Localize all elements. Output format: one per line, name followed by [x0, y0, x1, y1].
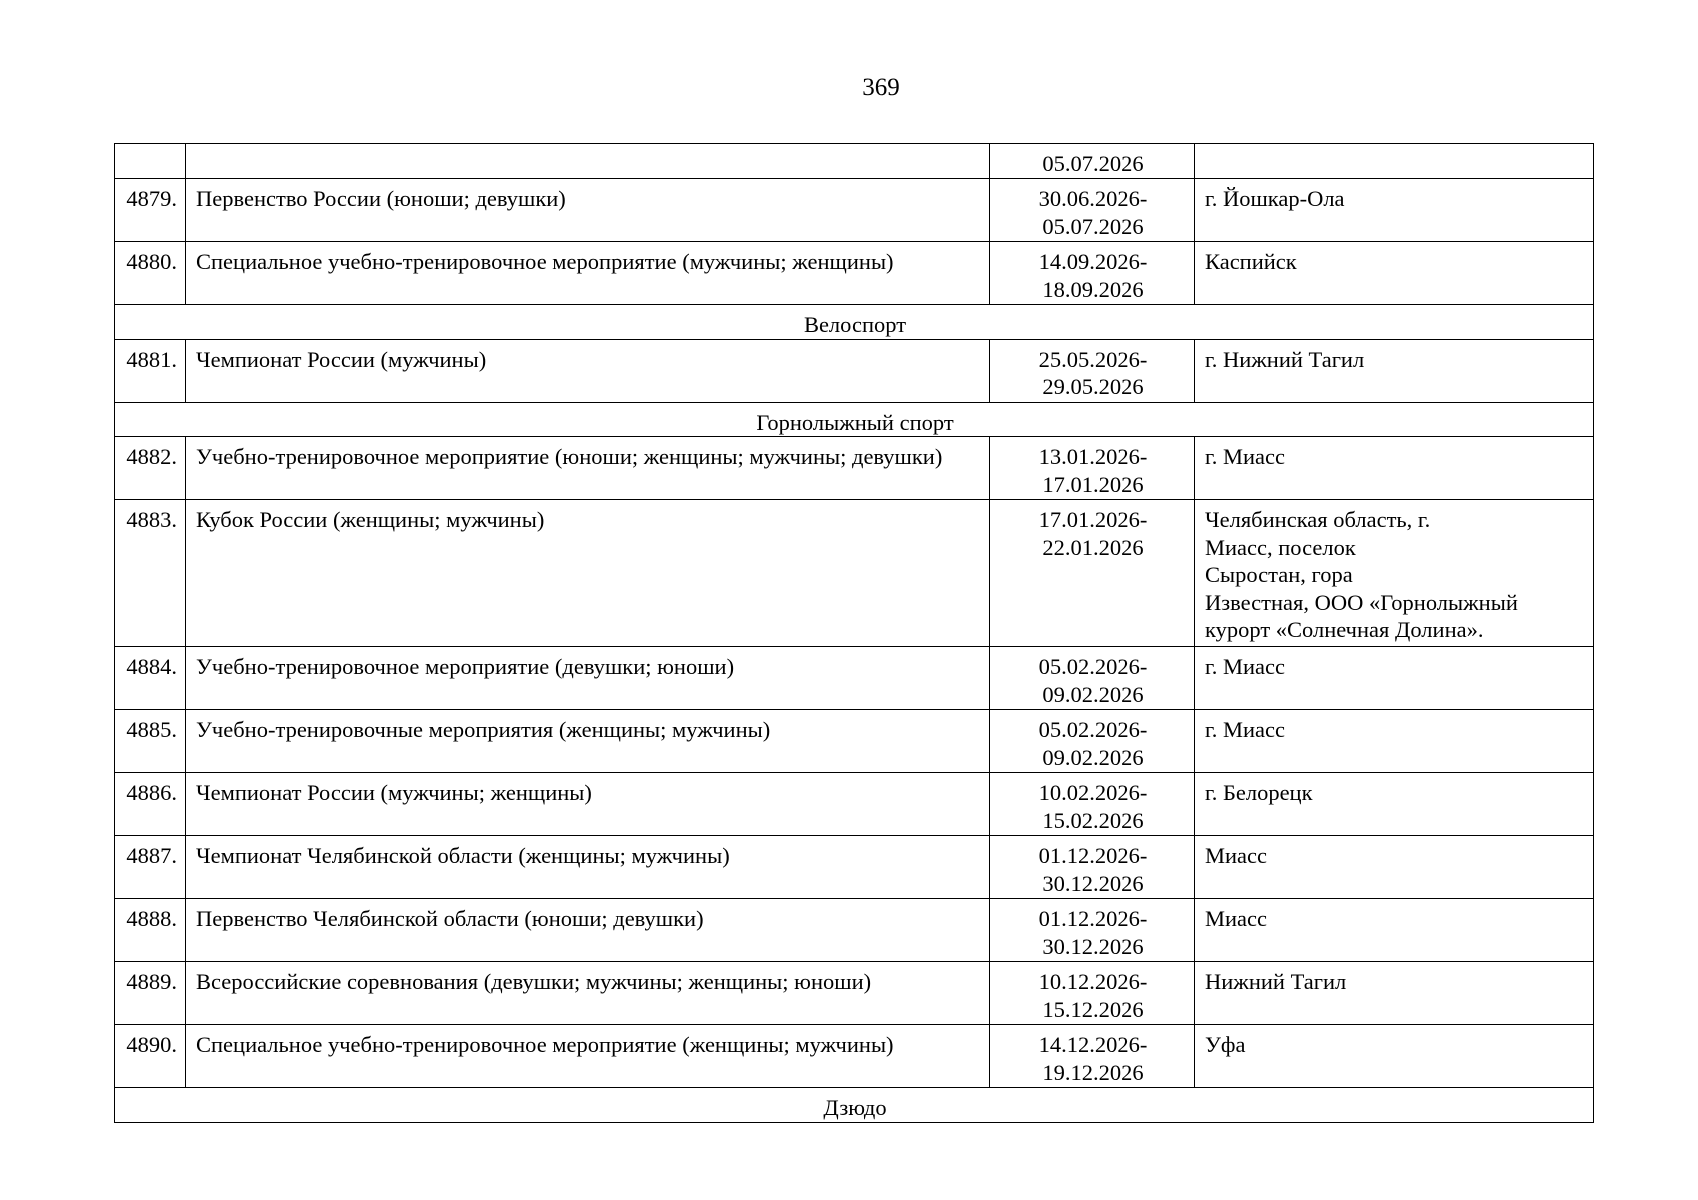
event-place — [1195, 1025, 1594, 1088]
date-start: 05.02.2026- — [1038, 654, 1148, 679]
section-header-row — [115, 402, 1594, 437]
date-start: 13.01.2026- — [1038, 444, 1148, 469]
event-row — [115, 899, 1594, 962]
date-end: 30.12.2026 — [1042, 933, 1144, 959]
place-line: Сыростан, гора — [1205, 562, 1353, 587]
date-end: 22.01.2026 — [1042, 534, 1144, 560]
event-name: Всероссийские соревнования (девушки; мужчины; женщины; юноши) — [186, 962, 990, 1025]
place-line: Каспийск — [1205, 249, 1297, 274]
event-row — [115, 710, 1594, 773]
date-start: 17.01.2026- — [1038, 507, 1148, 532]
event-number: 4885. — [115, 710, 186, 773]
place-line: Миасс, поселок — [1205, 534, 1356, 560]
date-end: 09.02.2026 — [1042, 744, 1144, 770]
event-dates — [990, 836, 1195, 899]
date-end: 18.09.2026 — [1042, 276, 1144, 302]
place-line: г. Белорецк — [1205, 780, 1313, 805]
event-dates — [990, 647, 1195, 710]
page-number: 369 — [862, 74, 900, 101]
event-row — [115, 647, 1594, 710]
place-line: г. Йошкар-Ола — [1205, 186, 1345, 211]
event-dates — [990, 773, 1195, 836]
date-start: 30.06.2026- — [1038, 186, 1148, 211]
event-number: 4888. — [115, 899, 186, 962]
event-name: Чемпионат России (мужчины) — [186, 339, 990, 402]
event-row — [115, 773, 1594, 836]
event-row — [115, 179, 1594, 242]
events-table — [114, 143, 1594, 1123]
section-title: Велоспорт — [115, 305, 1594, 340]
event-number: 4890. — [115, 1025, 186, 1088]
event-dates — [990, 500, 1195, 647]
place-line: Миасс — [1205, 906, 1268, 931]
event-place — [1195, 437, 1594, 500]
event-name: Специальное учебно-тренировочное мероприятие (женщины; мужчины) — [186, 1025, 990, 1088]
event-place — [1195, 179, 1594, 242]
continuation-row — [115, 144, 1594, 179]
event-row — [115, 500, 1594, 647]
event-name: Учебно-тренировочные мероприятия (женщины; мужчины) — [186, 710, 990, 773]
event-row — [115, 339, 1594, 402]
section-header-row — [115, 1088, 1594, 1123]
event-number: 4880. — [115, 242, 186, 305]
event-dates — [990, 1025, 1195, 1088]
event-dates — [990, 339, 1195, 402]
event-row — [115, 962, 1594, 1025]
event-dates — [990, 144, 1195, 179]
event-place — [1195, 899, 1594, 962]
event-place — [1195, 773, 1594, 836]
event-number: 4882. — [115, 437, 186, 500]
event-place — [1195, 339, 1594, 402]
date-end: 15.02.2026 — [1042, 807, 1144, 833]
date-end: 05.07.2026 — [1042, 151, 1144, 176]
event-dates — [990, 899, 1195, 962]
event-row — [115, 242, 1594, 305]
event-name: Первенство Челябинской области (юноши; девушки) — [186, 899, 990, 962]
place-line: г. Миасс — [1205, 654, 1285, 679]
event-dates — [990, 710, 1195, 773]
event-number: 4879. — [115, 179, 186, 242]
event-name: Первенство России (юноши; девушки) — [186, 179, 990, 242]
section-header-row — [115, 305, 1594, 340]
event-name: Учебно-тренировочное мероприятие (девушки; юноши) — [186, 647, 990, 710]
event-place — [1195, 836, 1594, 899]
date-end: 09.02.2026 — [1042, 681, 1144, 707]
events-table-body — [115, 144, 1594, 1123]
date-end: 29.05.2026 — [1042, 374, 1144, 399]
place-line: г. Нижний Тагил — [1205, 346, 1365, 372]
date-end: 19.12.2026 — [1042, 1059, 1144, 1085]
event-name: Учебно-тренировочное мероприятие (юноши; женщины; мужчины; девушки) — [186, 437, 990, 500]
date-start: 14.09.2026- — [1038, 249, 1148, 274]
date-start: 14.12.2026- — [1038, 1032, 1148, 1057]
event-place — [1195, 962, 1594, 1025]
event-number: 4881. — [115, 339, 186, 402]
event-row — [115, 437, 1594, 500]
event-name: Чемпионат Челябинской области (женщины; мужчины) — [186, 836, 990, 899]
event-number: 4889. — [115, 962, 186, 1025]
event-number: 4883. — [115, 500, 186, 647]
date-start: 01.12.2026- — [1038, 843, 1148, 868]
event-place — [1195, 500, 1594, 647]
place-line: Миасс — [1205, 843, 1268, 868]
event-row — [115, 1025, 1594, 1088]
date-start: 10.02.2026- — [1038, 780, 1148, 805]
event-dates — [990, 242, 1195, 305]
date-end: 17.01.2026 — [1042, 471, 1144, 497]
place-line: Нижний Тагил — [1205, 969, 1347, 994]
place-line: Известная, ООО «Горнолыжный — [1205, 589, 1518, 615]
date-end: 05.07.2026 — [1042, 213, 1144, 239]
event-place — [1195, 710, 1594, 773]
date-end: 30.12.2026 — [1042, 870, 1144, 896]
event-place — [1195, 144, 1594, 179]
event-number — [115, 144, 186, 179]
event-name: Кубок России (женщины; мужчины) — [186, 500, 990, 647]
event-number: 4884. — [115, 647, 186, 710]
event-name: Чемпионат России (мужчины; женщины) — [186, 773, 990, 836]
place-line: Уфа — [1205, 1032, 1246, 1057]
event-dates — [990, 437, 1195, 500]
section-title: Горнолыжный спорт — [115, 402, 1594, 437]
event-name — [186, 144, 990, 179]
event-dates — [990, 179, 1195, 242]
date-start: 10.12.2026- — [1038, 969, 1148, 994]
section-title: Дзюдо — [115, 1088, 1594, 1123]
event-name: Специальное учебно-тренировочное мероприятие (мужчины; женщины) — [186, 242, 990, 305]
place-line: г. Миасс — [1205, 444, 1285, 469]
date-start: 01.12.2026- — [1038, 906, 1148, 931]
date-start: 25.05.2026- — [1038, 346, 1148, 372]
event-number: 4887. — [115, 836, 186, 899]
place-line: Челябинская область, г. — [1205, 507, 1431, 532]
event-dates — [990, 962, 1195, 1025]
event-row — [115, 836, 1594, 899]
place-line: курорт «Солнечная Долина». — [1205, 617, 1484, 642]
date-start: 05.02.2026- — [1038, 717, 1148, 742]
date-end: 15.12.2026 — [1042, 996, 1144, 1022]
event-place — [1195, 242, 1594, 305]
event-number: 4886. — [115, 773, 186, 836]
place-line: г. Миасс — [1205, 717, 1285, 742]
event-place — [1195, 647, 1594, 710]
